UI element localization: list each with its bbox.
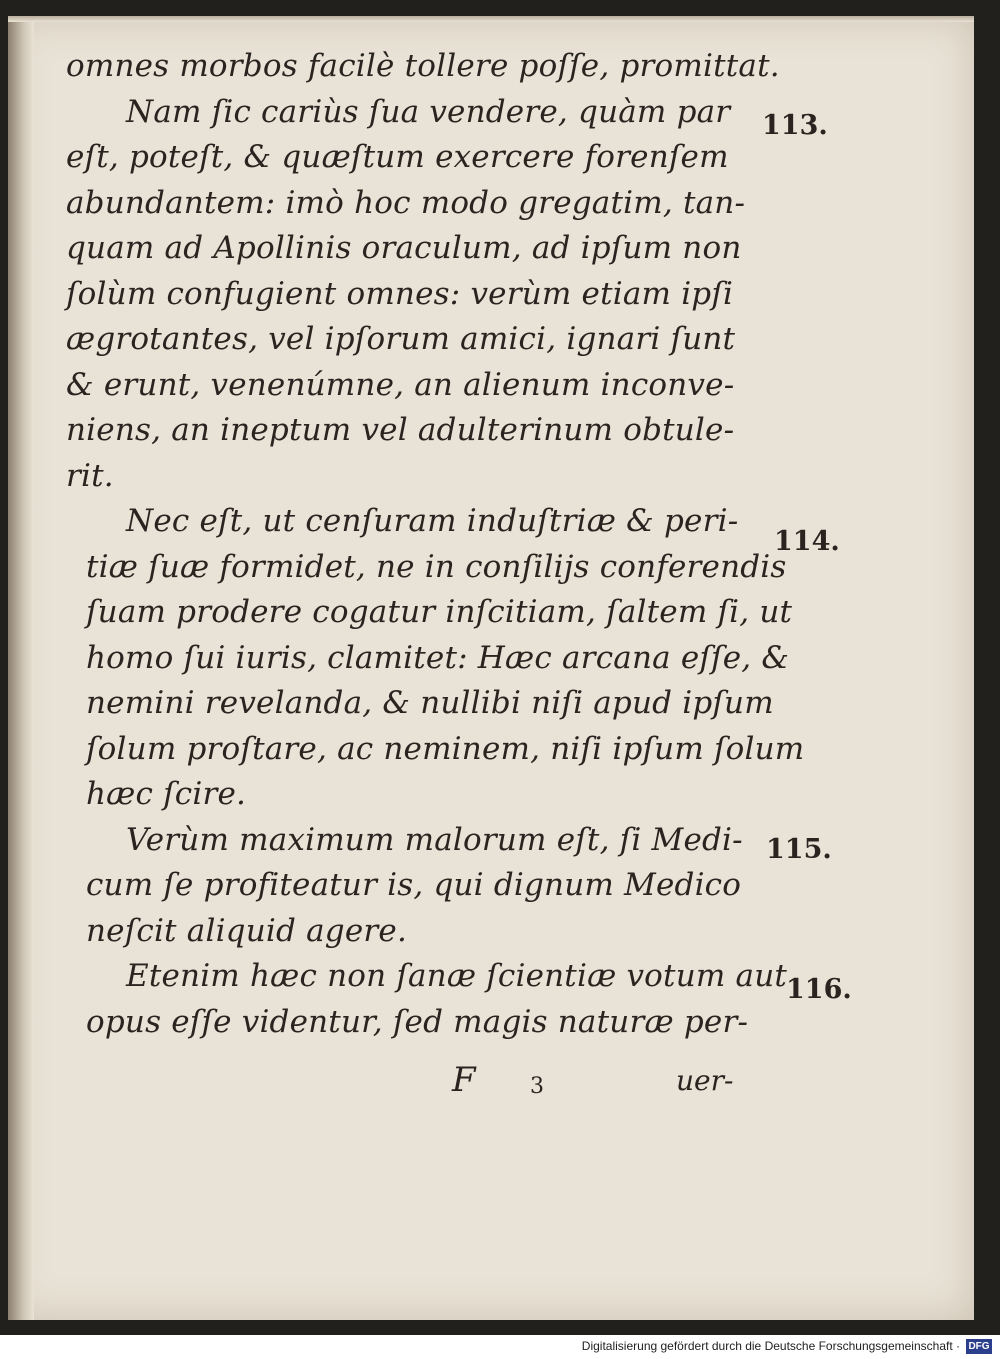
text-line: ſolùm confugient omnes: verùm etiam ipſi	[66, 275, 734, 312]
text-line: Nec eſt, ut cenſuram induſtriæ & peri-	[126, 503, 739, 539]
text-line: abundantem: imò hoc modo gregatim, tan-	[66, 184, 746, 221]
text-line: niens, an ineptum vel adulterinum obtule-	[66, 412, 735, 448]
text-line: neſcit aliquid agere.	[86, 912, 407, 949]
page-binding-edge	[8, 16, 34, 1320]
text-line: Verùm maximum malorum eſt, ſi Medi-	[126, 821, 743, 858]
book-page	[8, 16, 974, 1320]
text-line: & erunt, venenúmne, an alienum inconve-	[66, 366, 735, 403]
text-line: ſolum proſtare, ac neminem, niſi ipſum ſolum	[86, 730, 805, 767]
footer-credit: Digitalisierung gefördert durch die Deutsche Forschungsgemeinschaft ·	[581, 1339, 960, 1353]
margin-number: 114.	[774, 526, 840, 557]
text-line: omnes morbos facilè tollere poſſe, promittat.	[66, 48, 780, 84]
signature-number: 3	[530, 1074, 544, 1099]
text-line: homo ſui iuris, clamitet: Hæc arcana eſſe, &	[86, 639, 790, 676]
text-line: rit.	[66, 457, 114, 494]
text-line: nemini revelanda, & nullibi niſi apud ipſum	[86, 685, 774, 721]
text-line: eſt, poteſt, & quæſtum exercere forenſem	[66, 139, 729, 175]
digitization-footer	[0, 1335, 1000, 1359]
text-line: hæc ſcire.	[86, 776, 247, 812]
margin-number: 115.	[766, 834, 832, 865]
margin-number: 113.	[762, 110, 828, 141]
page-top-edge	[8, 16, 974, 22]
text-line: Nam ſic cariùs ſua vendere, quàm par	[126, 93, 731, 130]
text-line: ægrotantes, vel ipſorum amici, ignari ſunt	[66, 321, 736, 357]
text-line: opus eſſe videntur, ſed magis naturæ per-	[86, 1003, 749, 1040]
dfg-logo: DFG	[966, 1339, 992, 1354]
text-line: cum ſe profiteatur is, qui dignum Medico	[86, 867, 742, 903]
text-line: ſuam prodere cogatur inſcitiam, ſaltem ſi, ut	[86, 594, 793, 630]
signature-letter: F	[452, 1060, 476, 1100]
text-line: tiæ ſuæ formidet, ne in conſilijs conferendis	[86, 548, 787, 585]
catchword: uer-	[676, 1064, 734, 1097]
margin-number: 116.	[786, 974, 852, 1005]
text-line: quam ad Apollinis oraculum, ad ipſum non	[66, 230, 742, 266]
text-line: Etenim hæc non ſanæ ſcientiæ votum aut	[126, 958, 788, 994]
